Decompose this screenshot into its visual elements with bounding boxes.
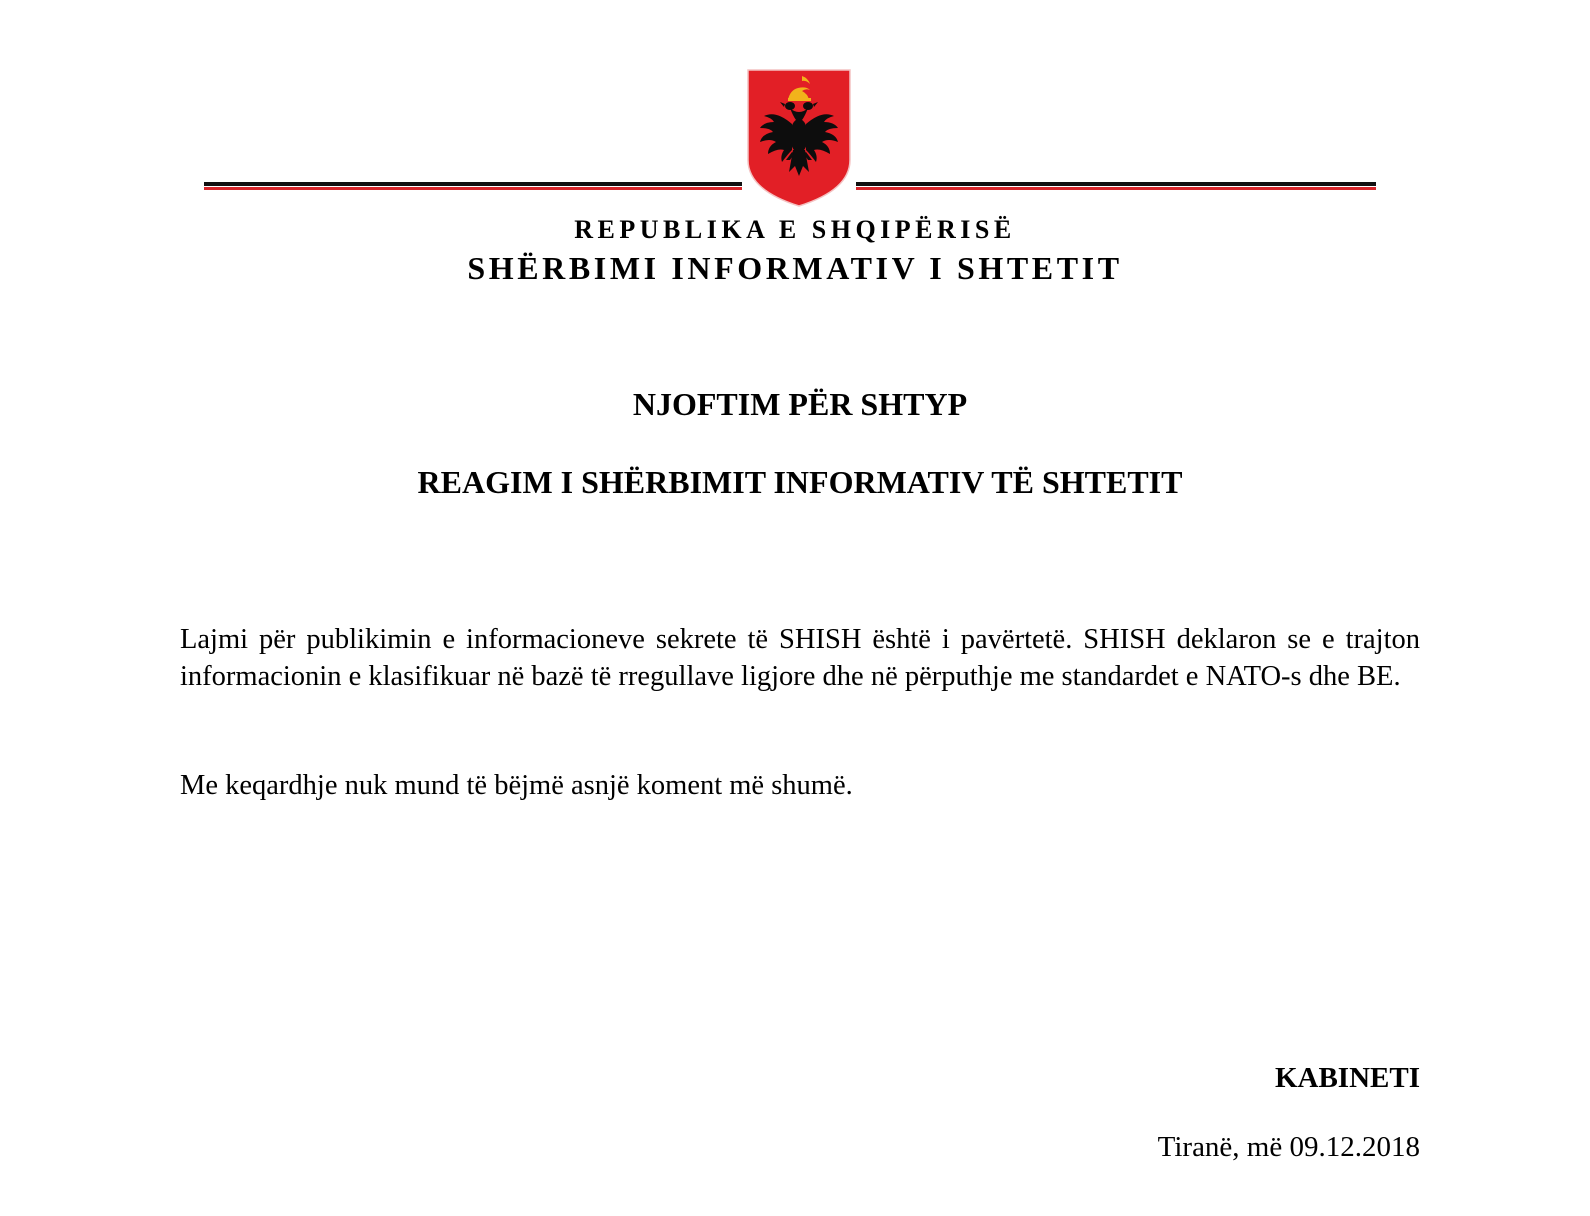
letterhead xyxy=(0,0,1590,300)
place-date: Tiranë, më 09.12.2018 xyxy=(1157,1131,1420,1163)
institution-name: SHËRBIMI INFORMATIV I SHTETIT xyxy=(467,250,1123,286)
country-name: REPUBLIKA E SHQIPËRISË xyxy=(574,215,1016,244)
header-rule-right xyxy=(856,182,1376,190)
signature: KABINETI xyxy=(1274,1062,1420,1094)
document-title: REAGIM I SHËRBIMIT INFORMATIV TË SHTETIT xyxy=(417,464,1183,500)
document-type: NJOFTIM PËR SHTYP xyxy=(632,386,968,422)
body-paragraph: Me keqardhje nuk mund të bëjmë asnjë koment më shumë. xyxy=(180,770,853,801)
body-paragraph: Lajmi për publikimin e informacioneve sekrete të SHISH është i pavërtetë. SHISH deklaron se e trajton informacionin e klasifikuar në bazë të rregullave ligjore dhe në përputhje me standardet e NATO-s dhe BE. xyxy=(180,624,1420,692)
header-rule-left xyxy=(204,182,742,190)
albanian-coat-of-arms-icon xyxy=(746,68,852,208)
